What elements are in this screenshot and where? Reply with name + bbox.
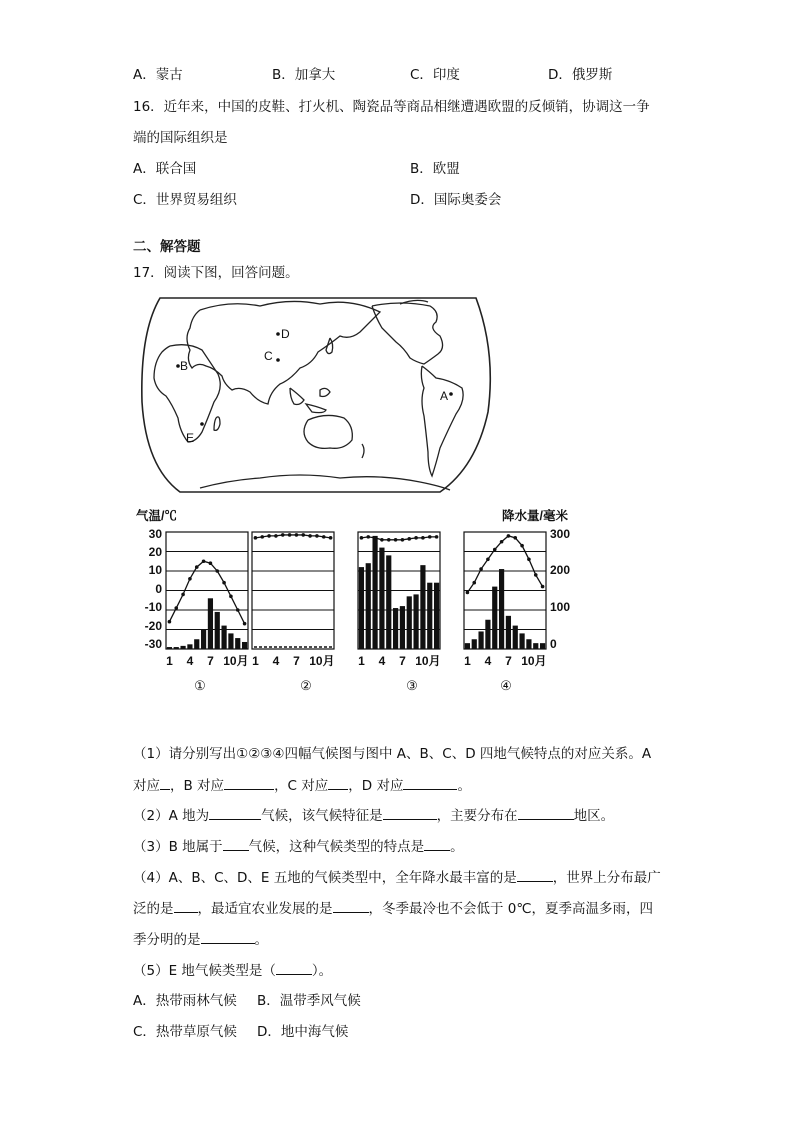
p5 — [133, 961, 332, 980]
map-label-c: C — [264, 349, 273, 363]
p5-option-c: C．热带草原气候 — [133, 1024, 237, 1040]
month-tick: 7 — [293, 654, 300, 668]
month-tick: 7 — [505, 654, 512, 668]
temperature-point — [288, 533, 292, 537]
left-tick: -10 — [144, 600, 162, 614]
precipitation-bar — [519, 633, 524, 649]
precipitation-bar — [407, 596, 412, 649]
p4-text: 。 — [254, 932, 268, 948]
right-tick: 0 — [550, 637, 557, 651]
q15-option-d: D．俄罗斯 — [548, 67, 613, 83]
p4-line2 — [133, 899, 653, 918]
temperature-point — [421, 536, 425, 540]
temperature-point — [534, 573, 538, 577]
p4-text: （4）A、B、C、D、E 五地的气候类型中，全年降水最丰富的是 — [133, 870, 517, 886]
answer-blank[interactable] — [174, 899, 198, 913]
temperature-point — [202, 559, 206, 563]
answer-blank[interactable] — [518, 806, 574, 820]
right-tick: 300 — [550, 527, 571, 541]
temperature-point — [507, 534, 511, 538]
precipitation-bar — [499, 569, 504, 649]
month-tick: 4 — [272, 654, 280, 668]
chart-name-4: ④ — [500, 678, 512, 693]
climate-chart-panel — [358, 532, 441, 668]
p5-text: （5）E 地气候类型是（ — [133, 963, 276, 979]
precipitation-bar — [201, 630, 206, 650]
left-axis-title: 气温/℃ — [136, 509, 177, 523]
temperature-point — [500, 540, 504, 544]
point-a — [449, 392, 453, 396]
temperature-point — [209, 561, 213, 565]
p1-text: ，B 对应 — [170, 778, 225, 794]
answer-blank[interactable] — [276, 961, 312, 975]
left-tick: -20 — [144, 619, 162, 633]
precipitation-bar — [427, 583, 432, 649]
q16-option-b: B．欧盟 — [410, 161, 460, 177]
q15-option-a: A．蒙古 — [133, 67, 183, 83]
temperature-point — [215, 569, 219, 573]
q15-option-c: C．印度 — [410, 67, 460, 83]
temperature-point — [188, 577, 192, 581]
temperature-point — [174, 606, 178, 610]
month-tick: 10月 — [309, 654, 335, 668]
temperature-point — [322, 535, 326, 539]
precipitation-bar — [400, 606, 405, 649]
month-tick: 10月 — [415, 654, 441, 668]
temperature-point — [366, 535, 370, 539]
map-frame — [142, 298, 490, 492]
month-tick: 1 — [464, 654, 471, 668]
precipitation-bar — [174, 647, 179, 649]
p1-line1: （1）请分别写出①②③④四幅气候图与图中 A、B、C、D 四地气候特点的对应关系。A — [133, 746, 652, 762]
p3-text: 气候，这种气候类型的特点是 — [248, 839, 425, 855]
precipitation-bar — [434, 583, 439, 649]
p4-line1 — [133, 868, 661, 887]
precipitation-bar — [526, 639, 531, 649]
answer-blank[interactable] — [201, 930, 255, 944]
answer-blank[interactable] — [403, 776, 457, 790]
precipitation-bar — [235, 638, 240, 649]
temperature-point — [168, 620, 172, 624]
answer-blank[interactable] — [209, 806, 261, 820]
precipitation-bar — [215, 612, 220, 649]
p3 — [133, 837, 464, 856]
precipitation-bar — [393, 608, 398, 649]
p4-text: ，世界上分布最广 — [552, 870, 661, 886]
precipitation-bar — [180, 646, 185, 649]
point-c — [276, 358, 280, 362]
answer-blank[interactable] — [160, 776, 170, 790]
temperature-point — [493, 548, 497, 552]
temperature-point — [360, 536, 364, 540]
temperature-point — [520, 544, 524, 548]
map-label-b: B — [180, 359, 189, 373]
climate-charts — [130, 506, 590, 696]
month-tick: 1 — [166, 654, 173, 668]
q16-option-c: C．世界贸易组织 — [133, 192, 237, 208]
p5-option-a: A．热带雨林气候 — [133, 993, 237, 1009]
month-tick: 7 — [399, 654, 406, 668]
precipitation-bar — [366, 563, 371, 649]
temperature-point — [466, 591, 470, 595]
section-title: 二、解答题 — [133, 239, 201, 255]
precipitation-bar — [386, 555, 391, 649]
month-tick: 7 — [207, 654, 214, 668]
precipitation-bar — [372, 536, 377, 649]
temperature-point — [527, 558, 531, 562]
temperature-point — [281, 533, 285, 537]
p5-text: ）。 — [311, 963, 333, 979]
precipitation-bar — [472, 639, 477, 649]
precipitation-bar — [506, 616, 511, 649]
climate-chart-panel — [166, 532, 249, 668]
temperature-point — [373, 536, 377, 540]
q16-option-d: D．国际奥委会 — [410, 192, 502, 208]
p1-text: ，C 对应 — [274, 778, 329, 794]
p3-text: （3）B 地属于 — [133, 839, 223, 855]
precipitation-bar — [420, 565, 425, 649]
chart-name-2: ② — [300, 678, 312, 693]
temperature-point — [308, 534, 312, 538]
p1-text: 对应 — [133, 778, 160, 794]
p2-text: 地区。 — [573, 808, 615, 824]
temperature-point — [414, 536, 418, 540]
month-tick: 4 — [484, 654, 492, 668]
month-tick: 1 — [358, 654, 365, 668]
month-tick: 4 — [378, 654, 386, 668]
temperature-point — [260, 535, 264, 539]
p4-text: 泛的是 — [133, 901, 174, 917]
precipitation-bar — [187, 644, 192, 649]
precipitation-bar — [228, 633, 233, 649]
p2-text: 气候，该气候特征是 — [261, 808, 383, 824]
q16-stem-line2: 端的国际组织是 — [133, 130, 228, 146]
precipitation-bar — [533, 643, 538, 649]
answer-blank[interactable] — [223, 837, 249, 851]
temperature-point — [435, 535, 439, 539]
temperature-point — [243, 622, 247, 626]
temperature-point — [401, 538, 405, 542]
temperature-point — [295, 533, 299, 537]
p2-text: ，主要分布在 — [436, 808, 518, 824]
precipitation-bar — [413, 594, 418, 649]
precipitation-bar — [194, 639, 199, 649]
temperature-point — [387, 538, 391, 542]
p1-line2 — [133, 776, 471, 795]
left-tick: 10 — [148, 563, 162, 577]
temperature-point — [472, 581, 476, 585]
temperature-point — [541, 585, 545, 589]
precipitation-bar — [465, 643, 470, 649]
temperature-point — [222, 581, 226, 585]
answer-blank[interactable] — [224, 776, 274, 790]
temperature-point — [329, 536, 333, 540]
chart-name-1: ① — [194, 678, 206, 693]
temperature-point — [407, 537, 411, 541]
left-tick: 0 — [155, 582, 162, 596]
answer-blank[interactable] — [383, 806, 437, 820]
p3-text: 。 — [450, 839, 464, 855]
temperature-point — [301, 533, 305, 537]
precipitation-bar — [208, 598, 213, 649]
q16-stem-line1: 16．近年来，中国的皮鞋、打火机、陶瓷品等商品相继遭遇欧盟的反倾销，协调这一争 — [133, 99, 650, 115]
p5-option-b: B．温带季风气候 — [257, 993, 361, 1009]
right-axis-title: 降水量/毫米 — [502, 509, 568, 523]
answer-blank[interactable] — [424, 837, 450, 851]
temperature-point — [267, 534, 271, 538]
precipitation-bar — [359, 567, 364, 649]
p1-text: ，D 对应 — [348, 778, 404, 794]
point-e — [200, 422, 204, 426]
month-tick: 10月 — [223, 654, 249, 668]
precipitation-bar — [221, 626, 226, 649]
answer-blank[interactable] — [517, 868, 553, 882]
p4-text: 季分明的是 — [133, 932, 201, 948]
p1-text: 。 — [457, 778, 471, 794]
climate-chart-panel — [252, 532, 335, 668]
left-tick: 20 — [148, 545, 162, 559]
left-tick: 30 — [148, 527, 162, 541]
temperature-point — [394, 538, 398, 542]
map-label-e: E — [186, 431, 195, 445]
precipitation-bar — [540, 643, 545, 649]
temperature-point — [229, 595, 233, 599]
month-tick: 1 — [252, 654, 259, 668]
month-tick: 10月 — [521, 654, 547, 668]
month-tick: 4 — [186, 654, 194, 668]
chart-name-3: ③ — [406, 678, 418, 693]
precipitation-bar — [242, 642, 247, 649]
right-tick: 100 — [550, 600, 571, 614]
temperature-point — [236, 608, 240, 612]
climate-chart-panel — [464, 532, 547, 668]
precipitation-bar — [485, 620, 490, 649]
p2-text: （2）A 地为 — [133, 808, 210, 824]
precipitation-bar — [478, 631, 483, 649]
q16-option-a: A．联合国 — [133, 161, 197, 177]
temperature-point — [195, 565, 199, 569]
q15-option-b: B．加拿大 — [272, 67, 336, 83]
precipitation-bar — [513, 626, 518, 649]
temperature-point — [380, 538, 384, 542]
precipitation-bar — [492, 587, 497, 649]
map-label-d: D — [281, 327, 290, 341]
p5-option-d: D．地中海气候 — [257, 1024, 349, 1040]
temperature-point — [479, 567, 483, 571]
answer-blank[interactable] — [333, 899, 369, 913]
left-tick: -30 — [144, 637, 162, 651]
q17-stem: 17．阅读下图，回答问题。 — [133, 265, 299, 281]
point-d — [276, 332, 280, 336]
temperature-point — [428, 535, 432, 539]
temperature-point — [486, 558, 490, 562]
temperature-point — [315, 534, 319, 538]
p2 — [133, 806, 614, 825]
world-map — [140, 292, 496, 498]
p4-text: ，最适宜农业发展的是 — [197, 901, 333, 917]
temperature-point — [513, 536, 517, 540]
temperature-point — [181, 593, 185, 597]
map-label-a: A — [440, 389, 449, 403]
temperature-point — [274, 534, 278, 538]
right-tick: 200 — [550, 563, 571, 577]
p4-line3 — [133, 930, 268, 949]
p4-text: ，冬季最冷也不会低于 0℃，夏季高温多雨，四 — [368, 901, 654, 917]
precipitation-bar — [167, 647, 172, 649]
precipitation-bar — [379, 548, 384, 649]
answer-blank[interactable] — [328, 776, 348, 790]
temperature-point — [254, 536, 258, 540]
